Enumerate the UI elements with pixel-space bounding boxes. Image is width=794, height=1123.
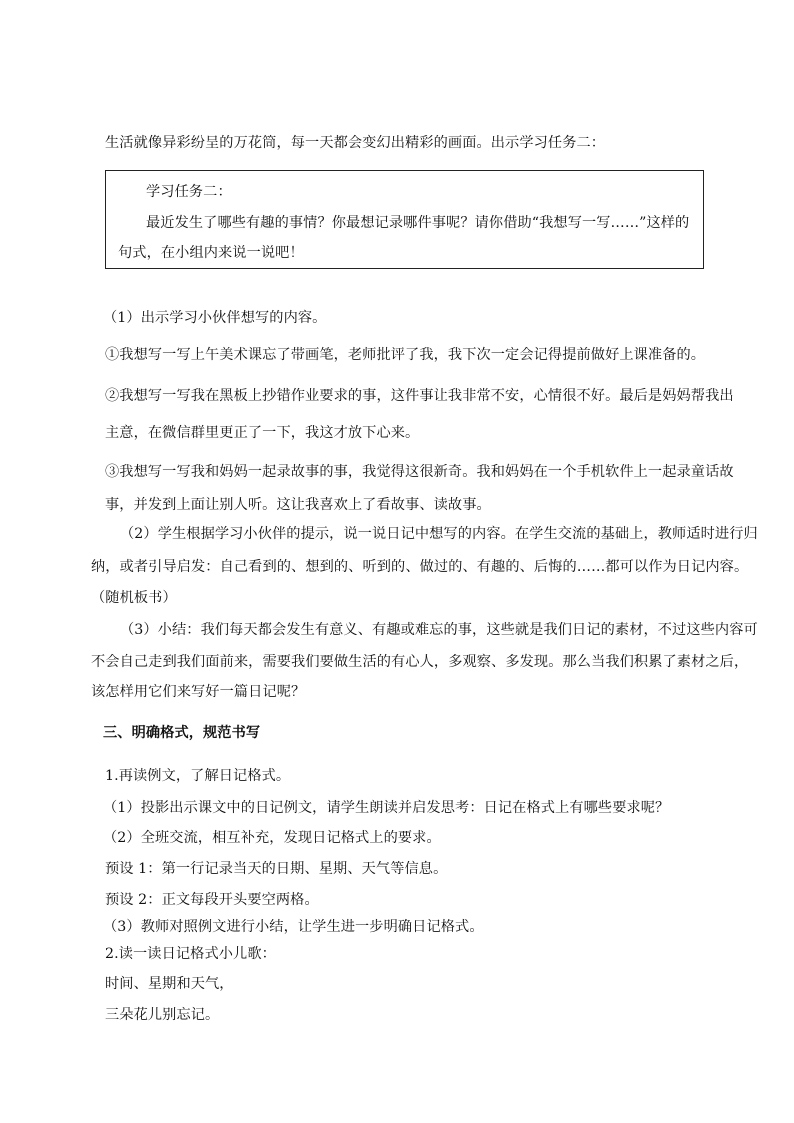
step-1-heading: （1）出示学习小伙伴想写的内容。 bbox=[103, 310, 327, 326]
task-line-1: 最近发生了哪些有趣的事情？你最想记录哪件事呢？请你借助“我想写一写……”这样的 bbox=[146, 215, 690, 231]
intro-paragraph: 生活就像异彩纷呈的万花筒，每一天都会变幻出精彩的画面。出示学习任务二： bbox=[105, 135, 606, 151]
step-2-line-3: （随机板书） bbox=[91, 590, 177, 606]
task-box bbox=[105, 170, 704, 269]
task-title: 学习任务二： bbox=[146, 184, 232, 200]
partner-item-2-line-1: ②我想写一写我在黑板上抄错作业要求的事，这件事让我非常不安，心情很不好。最后是妈妈帮我出 bbox=[105, 388, 734, 404]
step-3-line-3: 该怎样用它们来写好一篇日记呢？ bbox=[91, 684, 306, 700]
preset-2: 预设 2：正文每段开头要空两格。 bbox=[105, 892, 319, 908]
partner-item-2-line-2: 主意，在微信群里更正了一下，我这才放下心来。 bbox=[105, 425, 420, 441]
partner-item-3-line-1: ③我想写一写我和妈妈一起录故事的事，我觉得这很新奇。我和妈妈在一个手机软件上一起录童话故 bbox=[105, 464, 734, 480]
partner-item-3-line-2: 事，并发到上面让别人听。这让我喜欢上了看故事、读故事。 bbox=[105, 497, 491, 513]
step-2-line-1: （2）学生根据学习小伙伴的提示，说一说日记中想写的内容。在学生交流的基础上，教师适时进行归 bbox=[120, 526, 758, 542]
sub-step-1-2: （2）全班交流，相互补充，发现日记格式上的要求。 bbox=[103, 830, 441, 846]
sub-step-1-1: （1）投影出示课文中的日记例文，请学生朗读并启发思考：日记在格式上有哪些要求呢？ bbox=[103, 800, 670, 816]
sub-step-2: 2.读一读日记格式小儿歌： bbox=[105, 946, 276, 962]
sub-step-1-3: （3）教师对照例文进行小结，让学生进一步明确日记格式。 bbox=[103, 919, 484, 935]
step-3-line-1: （3）小结：我们每天都会发生有意义、有趣或难忘的事，这些就是我们日记的素材，不过这些内容可 bbox=[120, 622, 758, 638]
rhyme-line-1: 时间、星期和天气， bbox=[105, 976, 234, 992]
step-2-line-2: 纳，或者引导启发：自己看到的、想到的、听到的、做过的、有趣的、后悔的……都可以作为日记内容。 bbox=[91, 559, 749, 575]
task-line-2: 句式，在小组内来说一说吧！ bbox=[118, 245, 304, 261]
section-heading: 三、明确格式，规范书写 bbox=[103, 725, 261, 741]
rhyme-line-2: 三朵花儿别忘记。 bbox=[105, 1007, 220, 1023]
partner-item-1: ①我想写一写上午美术课忘了带画笔，老师批评了我，我下次一定会记得提前做好上课准备的。 bbox=[105, 347, 706, 363]
preset-1: 预设 1：第一行记录当天的日期、星期、天气等信息。 bbox=[105, 861, 448, 877]
sub-step-1: 1.再读例文，了解日记格式。 bbox=[105, 768, 291, 784]
step-3-line-2: 不会自己走到我们面前来，需要我们要做生活的有心人，多观察、多发现。那么当我们积累了素材之后， bbox=[91, 654, 749, 670]
